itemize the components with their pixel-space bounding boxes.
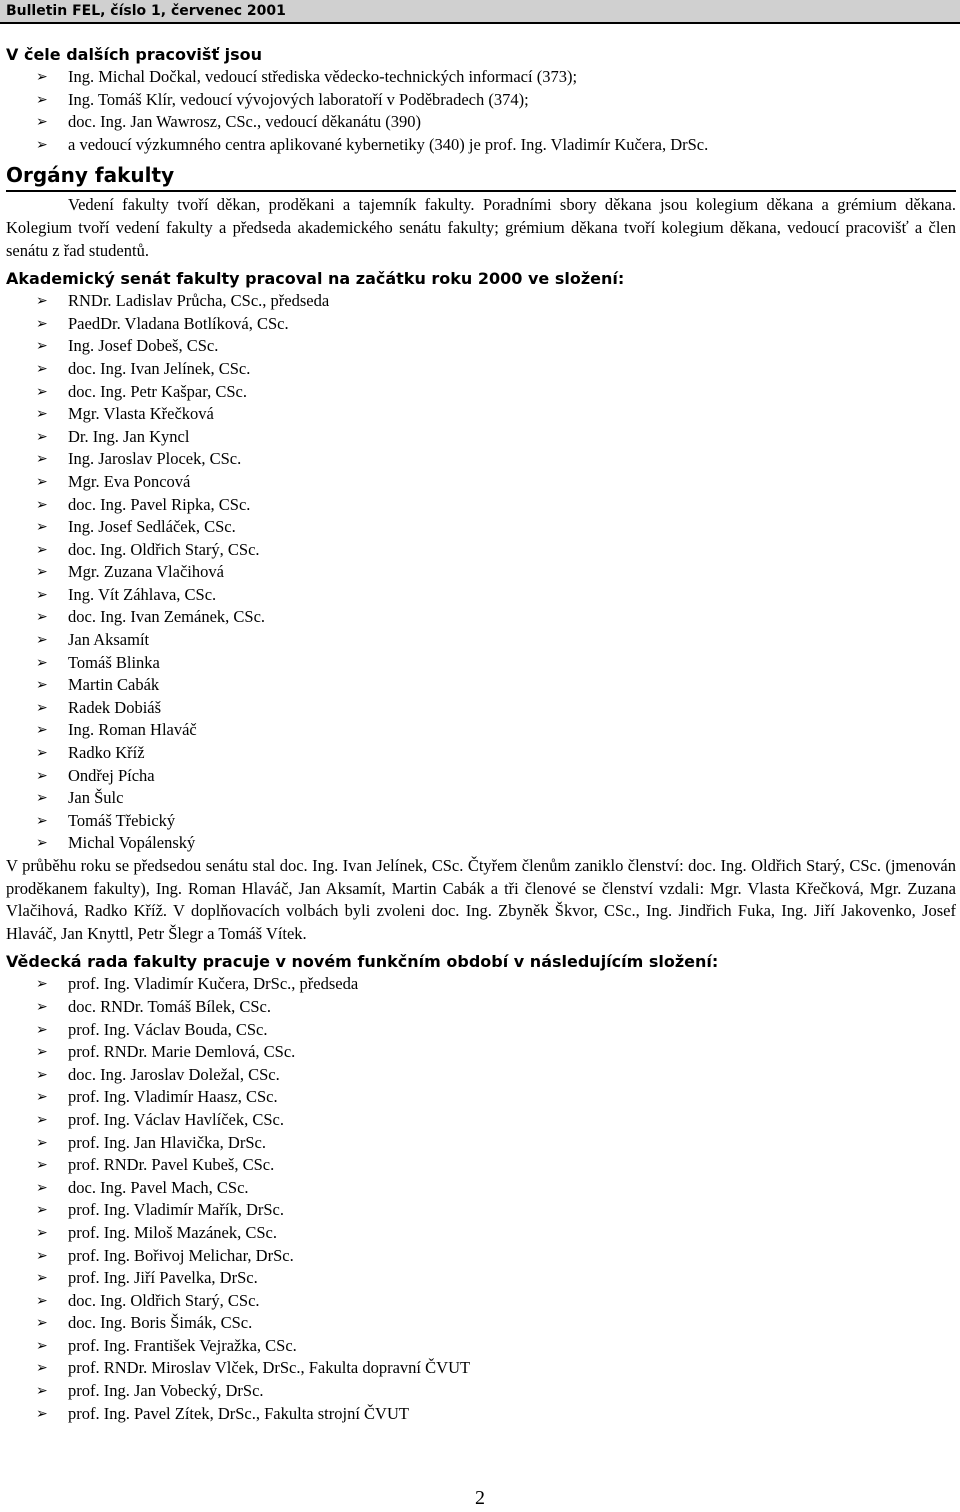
arrowhead-bullet-icon: ➢ [36,677,48,694]
list-item-text: Tomáš Blinka [68,652,160,672]
arrowhead-bullet-icon: ➢ [36,114,48,131]
list-item [6,290,956,313]
arrowhead-bullet-icon: ➢ [36,1202,48,1219]
arrowhead-bullet-icon: ➢ [36,609,48,626]
list-item-text: doc. Ing. Jan Wawrosz, CSc., vedoucí děkanátu (390) [68,112,422,132]
list-item [6,606,956,629]
list-item-text: Jan Aksamít [68,630,150,650]
list-item [6,1335,956,1358]
list-item-text: prof. Ing. Jan Vobecký, DrSc. [68,1381,264,1401]
arrowhead-bullet-icon: ➢ [36,338,48,355]
arrowhead-bullet-icon: ➢ [36,473,48,490]
list-item [6,335,956,358]
arrowhead-bullet-icon: ➢ [36,315,48,332]
section-heading-organy: Orgány fakulty [6,163,175,188]
list-item [6,448,956,471]
list-item [6,1041,956,1064]
organy-paragraph [6,194,956,262]
list-item [6,1109,956,1132]
arrowhead-bullet-icon: ➢ [36,1247,48,1264]
list-item [6,629,956,652]
list-item [6,1290,956,1313]
list-item [6,1312,956,1335]
arrowhead-bullet-icon: ➢ [36,745,48,762]
arrowhead-bullet-icon: ➢ [36,136,48,153]
list-item-text: prof. Ing. František Vejražka, CSc. [68,1335,297,1355]
arrowhead-bullet-icon: ➢ [36,69,48,85]
arrowhead-bullet-icon: ➢ [36,1337,48,1354]
list-item-text: prof. Ing. Miloš Mazánek, CSc. [68,1222,277,1242]
senat-note: V průběhu roku se předsedou senátu stal doc. Ing. Ivan Jelínek, CSc. Čtyřem členům zaniklo členství: doc. Ing. Oldřich Starý, CSc. (jmenován proděkanem fakulty), Ing. Roman Hlaváč, Jan Aksamít, Martin Cabák a tři členové se členství vzdali: Mgr. Vlasta Křečková, Mgr. Zuzana Vlačihová, Radko Kříž. V doplňovacích volbách byli zvoleni doc. Ing. Zbyněk Škvor, CSc., Ing. Jindřich Fuka, Ing. Jiří Jakovenko, Josef Hlaváč, Jan Knyttl, Petr Šlegr a Tomáš Vítek. [6,856,956,943]
organy-intro: Vedení fakulty tvoří děkan, proděkani a tajemník fakulty. [68,195,475,215]
list-item-text: prof. RNDr. Miroslav Vlček, DrSc., Fakulta dopravní ČVUT [68,1358,471,1378]
list-item-text: Mgr. Vlasta Křečková [68,404,214,424]
list-item-text: doc. Ing. Pavel Mach, CSc. [68,1177,249,1197]
list-item-text: doc. Ing. Pavel Ripka, CSc. [68,494,251,514]
list-item-text: PaedDr. Vladana Botlíková, CSc. [68,313,289,333]
arrowhead-bullet-icon: ➢ [36,1066,48,1083]
list-item [6,111,956,134]
list-item-text: prof. Ing. Vladimír Haasz, CSc. [68,1087,278,1107]
list-item [6,1086,956,1109]
arrowhead-bullet-icon: ➢ [36,767,48,784]
list-item-text: Radek Dobiáš [68,697,162,717]
section-heading-rada: Vědecká rada fakulty pracuje v novém funkčním období v následujícím složení: [6,952,719,972]
list-item-text: Ing. Michal Dočkal, vedoucí střediska vědecko-technických informací (373); [68,67,578,86]
list-item [6,810,956,833]
list-item [6,403,956,426]
list-item-text: Dr. Ing. Jan Kyncl [68,426,190,446]
list-item [6,89,956,112]
arrowhead-bullet-icon: ➢ [36,496,48,513]
list-item [6,1199,956,1222]
list-item [6,1403,956,1426]
list-item [6,787,956,810]
arrowhead-bullet-icon: ➢ [36,998,48,1015]
list-item-text: Ing. Josef Sedláček, CSc. [68,517,236,537]
list-item [6,1267,956,1290]
list-item-text: doc. Ing. Ivan Jelínek, CSc. [68,358,251,378]
list-item-text: a vedoucí výzkumného centra aplikované kybernetiky (340) je prof. Ing. Vladimír Kučera, DrSc. [68,134,709,154]
arrowhead-bullet-icon: ➢ [36,1089,48,1106]
arrowhead-bullet-icon: ➢ [36,1044,48,1061]
arrowhead-bullet-icon: ➢ [36,1292,48,1309]
list-item [6,381,956,404]
list-item-text: prof. Ing. Vladimír Mařík, DrSc. [68,1200,284,1220]
arrowhead-bullet-icon: ➢ [36,519,48,536]
section-heading-senat: Akademický senát fakulty pracoval na začátku roku 2000 ve složení: [6,269,625,289]
list-item-text: Mgr. Eva Poncová [68,471,191,491]
list-item [6,539,956,562]
list-item-text: Mgr. Zuzana Vlačihová [68,562,224,582]
list-item [6,66,956,89]
list-item [6,1177,956,1200]
list-item [6,1132,956,1155]
arrowhead-bullet-icon: ➢ [36,790,48,807]
list-item-text: Ing. Vít Záhlava, CSc. [68,584,217,604]
list-item [6,1245,956,1268]
list-item [6,1222,956,1245]
list-item-text: Martin Cabák [68,675,160,695]
list-item [6,1154,956,1177]
arrowhead-bullet-icon: ➢ [36,451,48,468]
list-item-text: doc. Ing. Boris Šimák, CSc. [68,1313,253,1333]
arrowhead-bullet-icon: ➢ [36,699,48,716]
list-item [6,313,956,336]
list-item [6,742,956,765]
arrowhead-bullet-icon: ➢ [36,586,48,603]
arrowhead-bullet-icon: ➢ [36,654,48,671]
arrowhead-bullet-icon: ➢ [36,383,48,400]
list-item-text: prof. Ing. Jan Hlavička, DrSc. [68,1132,266,1152]
list-item [6,1064,956,1087]
arrowhead-bullet-icon: ➢ [36,722,48,739]
arrowhead-bullet-icon: ➢ [36,812,48,829]
list-item-text: Ing. Josef Dobeš, CSc. [68,336,219,356]
list-item [6,674,956,697]
list-item [6,1019,956,1042]
list-item-text: Ing. Tomáš Klír, vedoucí vývojových laboratoří v Poděbradech (374); [68,89,529,109]
list-item-text: Ing. Roman Hlaváč [68,720,197,740]
arrowhead-bullet-icon: ➢ [36,293,48,310]
arrowhead-bullet-icon: ➢ [36,632,48,649]
page-number: 2 [475,1487,485,1509]
list-item-text: doc. Ing. Petr Kašpar, CSc. [68,381,247,401]
arrowhead-bullet-icon: ➢ [36,1179,48,1196]
list-item-text: doc. Ing. Oldřich Starý, CSc. [68,1290,260,1310]
arrowhead-bullet-icon: ➢ [36,1224,48,1241]
list-item [6,494,956,517]
list-item-text: Michal Vopálenský [68,833,196,853]
list-item [6,561,956,584]
list-item-text: Jan Šulc [68,788,124,808]
list-item-text: prof. RNDr. Marie Demlová, CSc. [68,1042,296,1062]
document-page [6,44,956,1425]
list-item [6,358,956,381]
list-item-text: prof. Ing. Jiří Pavelka, DrSc. [68,1268,258,1288]
arrowhead-bullet-icon: ➢ [36,428,48,445]
pracoviste-list [6,66,956,156]
list-item [6,1357,956,1380]
list-item-text: Radko Kříž [68,743,145,763]
arrowhead-bullet-icon: ➢ [36,1383,48,1400]
list-item-text: prof. Ing. Václav Havlíček, CSc. [68,1109,284,1129]
list-item [6,652,956,675]
list-item-text: prof. Ing. Vladimír Kučera, DrSc., předseda [68,974,359,994]
list-item-text: doc. Ing. Oldřich Starý, CSc. [68,539,260,559]
arrowhead-bullet-icon: ➢ [36,1134,48,1151]
list-item [6,765,956,788]
organy-paragraph-rest: Poradními sbory děkana jsou kolegium děkana a grémium děkana. Kolegium tvoří vedení fakulty a předseda akademického senátu fakulty; grémium děkana tvoří kolegium děkana, vedoucí pracovišť a člen senátu z řad studentů. [6,195,956,260]
list-item-text: doc. RNDr. Tomáš Bílek, CSc. [68,996,271,1016]
list-item [6,584,956,607]
list-item [6,719,956,742]
section-divider [6,190,956,192]
arrowhead-bullet-icon: ➢ [36,541,48,558]
senat-member-list [6,290,956,855]
arrowhead-bullet-icon: ➢ [36,976,48,993]
arrowhead-bullet-icon: ➢ [36,1270,48,1287]
list-item [6,134,956,157]
arrowhead-bullet-icon: ➢ [36,360,48,377]
list-item-text: RNDr. Ladislav Průcha, CSc., předseda [68,291,330,311]
arrowhead-bullet-icon: ➢ [36,1405,48,1422]
list-item-text: prof. Ing. Václav Bouda, CSc. [68,1019,268,1039]
list-item-text: prof. RNDr. Pavel Kubeš, CSc. [68,1155,275,1175]
list-item [6,697,956,720]
arrowhead-bullet-icon: ➢ [36,1315,48,1332]
arrowhead-bullet-icon: ➢ [36,406,48,423]
list-item-text: prof. Ing. Bořivoj Melichar, DrSc. [68,1245,294,1265]
list-item [6,1380,956,1403]
list-item-text: prof. Ing. Pavel Zítek, DrSc., Fakulta strojní ČVUT [68,1403,409,1423]
arrowhead-bullet-icon: ➢ [36,564,48,581]
arrowhead-bullet-icon: ➢ [36,91,48,108]
list-item-text: doc. Ing. Jaroslav Doležal, CSc. [68,1064,280,1084]
arrowhead-bullet-icon: ➢ [36,1021,48,1038]
list-item [6,516,956,539]
list-item [6,471,956,494]
list-item [6,973,956,996]
list-item-text: Ondřej Pícha [68,765,155,785]
section-heading-pracoviste: V čele dalších pracovišť jsou [6,45,263,64]
arrowhead-bullet-icon: ➢ [36,835,48,852]
bulletin-header-bar [0,0,960,24]
list-item-text: doc. Ing. Ivan Zemánek, CSc. [68,607,266,627]
list-item [6,832,956,855]
rada-member-list [6,973,956,1425]
arrowhead-bullet-icon: ➢ [36,1157,48,1174]
list-item [6,996,956,1019]
list-item-text: Tomáš Třebický [68,810,176,830]
list-item-text: Ing. Jaroslav Plocek, CSc. [68,449,242,469]
arrowhead-bullet-icon: ➢ [36,1111,48,1128]
list-item [6,426,956,449]
bulletin-header-title: Bulletin FEL, číslo 1, červenec 2001 [6,3,286,19]
arrowhead-bullet-icon: ➢ [36,1360,48,1377]
